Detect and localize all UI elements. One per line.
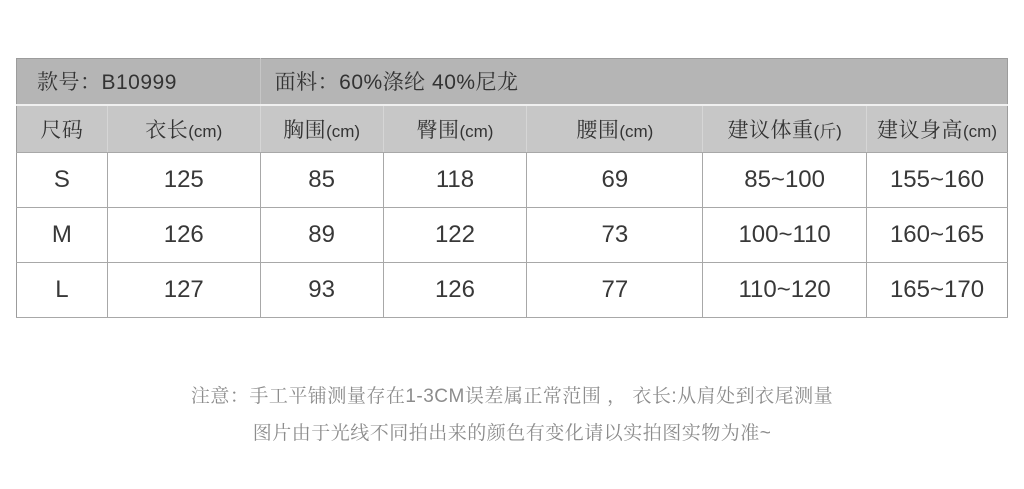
cell-weight: 110~120 [703,263,867,318]
cell-weight: 100~110 [703,208,867,263]
cell-bust: 93 [260,263,383,318]
column-header-waist [527,105,703,153]
cell-height: 165~170 [867,263,1008,318]
style-number-label: 款号： [37,71,102,95]
table-row-size-l [17,263,1008,318]
fabric-value: 60%涤纶 40%尼龙 [339,71,519,95]
cell-bust: 89 [260,208,383,263]
note-line-2: 图片由于光线不同拍出来的颜色有变化请以实拍图实物为准~ [252,423,772,444]
column-header-label: 尺码 [40,118,84,142]
cell-length: 127 [107,263,260,318]
size-chart-table-container [16,58,1008,318]
column-header-label: 建议身高 [877,118,964,142]
cell-weight: 85~100 [703,153,867,208]
measurement-notes [0,378,1024,452]
cell-length: 126 [107,208,260,263]
cell-height: 155~160 [867,153,1008,208]
column-header-unit: (cm) [963,121,997,141]
cell-hip: 126 [383,263,527,318]
cell-height: 160~165 [867,208,1008,263]
cell-hip: 122 [383,208,527,263]
column-header-unit: (cm) [188,121,223,141]
column-header-hip [383,105,527,153]
column-header-length [107,105,260,153]
column-header-unit: (斤) [813,121,842,141]
column-header-height [867,105,1008,153]
table-row-size-m [17,208,1008,263]
cell-waist: 77 [527,263,703,318]
column-header-label: 腰围 [576,118,620,142]
note-line-1: 注意：手工平铺测量存在1-3CM误差属正常范围 ， 衣长:从肩处到衣尾测量 [190,386,834,407]
column-header-weight [703,105,867,153]
table-row-size-s [17,153,1008,208]
size-chart-table [16,58,1008,318]
column-header-label: 胸围 [283,118,327,142]
cell-waist: 69 [527,153,703,208]
fabric-label: 面料： [274,71,340,95]
column-header-unit: (cm) [619,121,654,141]
column-header-bust [260,105,383,153]
cell-waist: 73 [527,208,703,263]
cell-hip: 118 [383,153,527,208]
style-number-cell [17,59,261,105]
fabric-cell [260,59,1007,105]
column-header-label: 建议体重 [727,118,814,142]
cell-size: L [17,263,108,318]
product-info-row [17,59,1008,105]
cell-size: S [17,153,108,208]
style-number-value: B10999 [101,71,177,95]
column-header-label: 衣长 [145,118,189,142]
column-header-unit: (cm) [326,121,361,141]
cell-size: M [17,208,108,263]
cell-bust: 85 [260,153,383,208]
column-header-row [17,105,1008,153]
column-header-size [17,105,108,153]
column-header-unit: (cm) [459,121,494,141]
column-header-label: 臀围 [416,118,460,142]
cell-length: 125 [107,153,260,208]
